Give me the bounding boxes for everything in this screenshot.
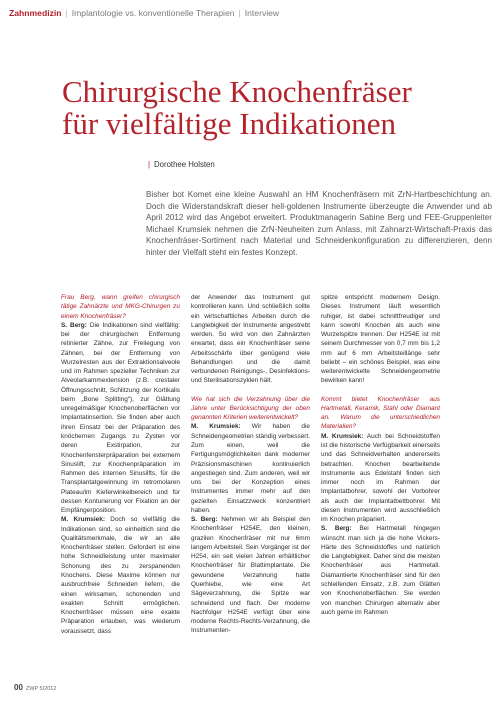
speaker-label: S. Berg: — [61, 321, 87, 329]
interview-answer — [321, 432, 440, 525]
title-line-2: für vielfältige Indikationen — [62, 106, 396, 141]
answer-text: Wir haben die Schneidengeometrien ständig verbessert. Zum einen, weil die Fertigungsmöglichkeiten dank moderner Präzisionsmaschinen kontinuierlich angestiegen sind. Zum anderen, weil wir uns bei der Konzeption eines Instrumentes immer mehr auf den gezielten Einsatzzweck konzentriert haben. — [191, 423, 310, 514]
article-title — [62, 76, 482, 140]
header-section: Zahnmedizin — [9, 8, 62, 18]
header-separator: | — [65, 8, 68, 18]
author-line — [148, 160, 215, 169]
answer-text: Auch bei Schneidstoffen ist die historische Verfügbarkeit einerseits und das Schneidverhalten andererseits betrachten. Knochen bearbeitende Instrumente aus Edelstahl finden sich immer noch im Rahmen der Implantatbohrer, sowohl der Vorbohrer als auch der Implantatbettbohrer. Mit diesen Instrumenten wird ausschließlich im Knochen präpariert. — [321, 432, 440, 524]
speaker-label: M. Krumsiek: — [321, 432, 364, 440]
answer-continuation: der Anwender das Instrument gut kontrollieren kann. Und schließlich sollte ein wirtschaftliches Arbeiten durch die Langlebigkeit der Instrumente angestrebt werden. So wird von den Zahnärzten erwartet, dass ein Knochenfräser seine Arbeitsschärfe über genügend viele Behandlungen und die damit verbundenen Reinigungs-, Desinfektions- und Sterilisationszyklen hält. — [191, 294, 310, 385]
speaker-label: M. Krumsiek: — [61, 516, 105, 524]
interview-answer — [321, 524, 440, 617]
header-category: Implantologie vs. konventionelle Therapien — [71, 8, 235, 18]
title-line-1: Chirurgische Knochenfräser — [62, 74, 412, 109]
answer-text: Doch so vielfältig die Indikationen sind, so einheitlich sind die Qualitätsmerkmale, die wir an alle Knochenfräser stellen. Gefordert ist eine hohe Schneidleistung unter maximaler Schonung des zu zerspanenden Knochens. Diese Maxime können nur ausbruchfreie Schneiden liefern, die einen wirksamen, schonenden und exakten Schnitt ermöglichen. Knochenfräser müssen eine exakte Präparation erlauben, was wiederum voraussetzt, dass — [61, 516, 180, 635]
page-number: 00 — [14, 683, 23, 692]
answer-continuation: spitze entspricht modernem Design. Dieses Instrument läuft wesentlich ruhiger, ist dabei schnittfreudiger und kann sowohl Knochen als auch eine Wurzelspitze trennen. Der H254E ist mit seinem Durchmesser von 0,7 mm bis 1,2 mm auf 6 mm Arbeitsteillänge sehr beliebt – ein schönes Beispiel, was eine weiterentwickelte Schneidengeometrie bewirken kann! — [321, 294, 440, 385]
interview-question: Kommt bietet Knochenfräser aus Hartmetall, Keramik, Stahl oder Diamant an. Warum die unterschiedlichen Materialien? — [321, 395, 440, 431]
interview-answer — [61, 321, 180, 516]
answer-text: Nehmen wir als Beispiel den Knochenfräser H254E, den kleinen, grazilen Knochenfräser mit nur 6mm langem Arbeitsteil. Sein Vorgänger ist der H254, ein seit vielen Jahren erhältlicher Knochenfräser für Blattimplantate. Die gewundene Verzahnung hatte Querhiebe, wie eine Art Sägeverzahnung, die Spitze war schneidend und flach. Der moderne Nachfolger H254E verfügt über eine moderne Rechts-Rechts-Verzahnung, die Instrumenten- — [191, 516, 311, 635]
answer-text: Die Indikationen sind vielfältig: bei der chirurgischen Entfernung retinierter Zähne, zur Freilegung von Zähnen, bei der Entfernung von Wurzelresten aus der Extraktionsalveole und im Rahmen spezieller Techniken zur Alveolarkammextension (z.B. crestaler Öffnungsschnitt, Schlitzung der Kortikalis beim „Bone Splitting“), zur Glättung unregelmäßiger Knochenoberflächen vor Implantatinsertion. Sie finden aber auch ihren Einsatz bei der Präparation des knöchernen Zugangs zu Zysten vor deren Exstirpation, zur Knochenfensterpräparation bei externem Sinuslift, zur Knochenpräparation im Rahmen des internen Sinuslifts, für die Transplantatgewinnung im retromolaren Plateau/im Kieferwinkelbereich und für dessen Konturierung vor Fixation an der Empfängerposition. — [61, 321, 180, 515]
magazine-issue: ZWP 5/2012 — [25, 686, 57, 692]
column-2 — [191, 293, 310, 636]
author-name: Dorothee Holsten — [154, 160, 215, 169]
interview-answer — [191, 422, 310, 515]
lead-paragraph: Bisher bot Komet eine kleine Auswahl an HM Knochenfräsern mit ZrN-Hartbeschichtung an. Doch die Widerstandskraft dieser hell-goldenen Instrumente überzeugte die Anwender und ab April 2012 wird das Angebot erweitert. Produktmanagerin Sabine Berg und FEE-Gruppenleiter Michael Krumsiek nehmen die ZrN-Neuheiten zum Anlass, mit Zahnarzt-Wirtschaft-Praxis das Knochenfräser-Sortiment nach Material und Schneidenkonfiguration zu differenzieren, denn hinter der Vielfalt steht ein festes Konzept. — [146, 190, 492, 257]
speaker-label: S. Berg: — [191, 516, 218, 524]
interview-answer — [61, 515, 180, 635]
speaker-label: S. Berg: — [321, 525, 352, 533]
column-3 — [321, 293, 440, 617]
header-separator: | — [238, 8, 241, 18]
header-type: Interview — [244, 8, 280, 18]
answer-text: Bei Hartmetall hingegen wünscht man sich ja die hohe Vickers-Härte des Schneidstoffes und natürlich die Langlebigkeit. Daher sind die meisten Knochenfräser aus Hartmetall. Diamantierte Knochenfräser sind für den schleifenden Einsatz, z.B. zum Glätten von Knochenoberflächen. Sie werden von manchen Chirurgen alternativ aber auch gerne im Rahmen — [321, 525, 440, 616]
interview-question: Wie hat sich die Verzahnung über die Jahre unter Berücksichtigung der oben genannten Kriterien weiterentwickelt? — [191, 395, 310, 422]
interview-answer — [191, 515, 310, 635]
page-footer — [14, 683, 56, 692]
author-marker: | — [148, 160, 151, 169]
column-1 — [61, 293, 180, 636]
interview-question: Frau Berg, wann greifen chirurgisch tätige Zahnärzte und MKG-Chirurgen zu einem Knochenfräser? — [61, 294, 180, 320]
running-header — [9, 8, 279, 18]
speaker-label: M. Krumsiek: — [191, 423, 241, 431]
